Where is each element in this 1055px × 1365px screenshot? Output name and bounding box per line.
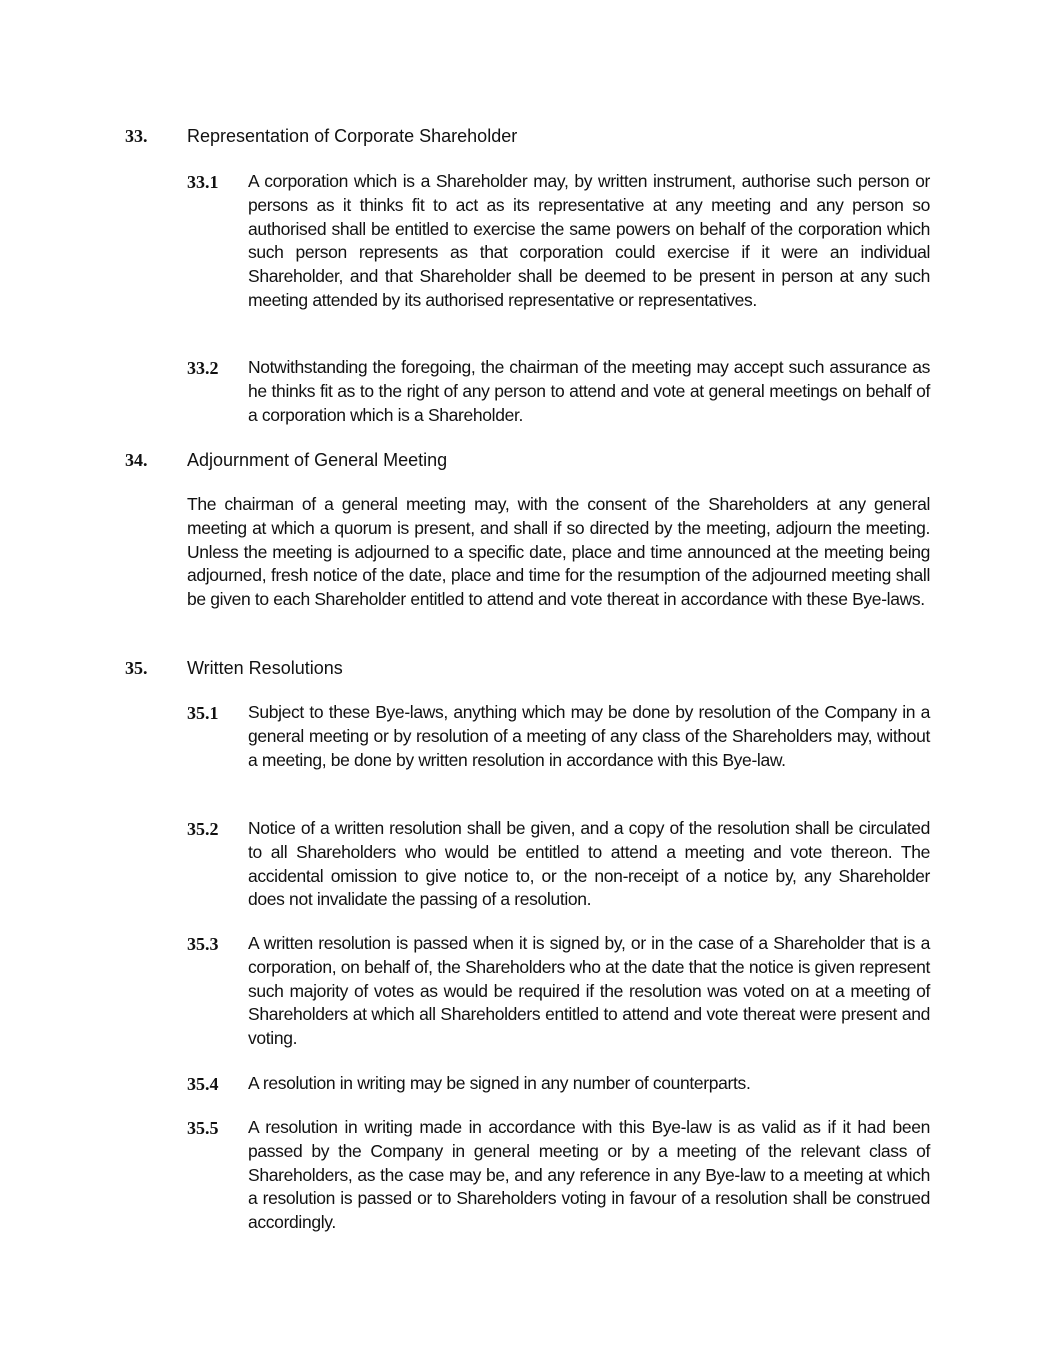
section-33	[0, 124, 1055, 148]
clause-text: Notwithstanding the foregoing, the chairman of the meeting may accept such assurance as he thinks fit as to the right of any person to attend and vote at general meetings on behalf of a corporation which is a Shareholder.	[248, 357, 930, 425]
clause-number: 35.5	[187, 1118, 219, 1138]
clause-number: 35.4	[187, 1074, 219, 1094]
section-heading	[0, 656, 1055, 680]
clause-number: 35.2	[187, 819, 219, 839]
section-number: 34.	[125, 450, 148, 470]
clause-text: Subject to these Bye-laws, anything which may be done by resolution of the Company in a general meeting or by resolution of a meeting of any class of the Shareholders may, without a meeting, be done by written resolution in accordance with this Bye-law.	[248, 702, 930, 770]
clause-text: A written resolution is passed when it is signed by, or in the case of a Shareholder that is a corporation, on behalf of, the Shareholders who at the date that the notice is given represent such majority of votes as would be required if the resolution was voted on at a meeting of Shareholders at which all Shareholders entitled to attend and vote thereat were present and voting.	[248, 933, 930, 1049]
section-34-paragraph: The chairman of a general meeting may, with the consent of the Shareholders at any general meeting at which a quorum is present, and shall if so directed by the meeting, adjourn the meeting. Unless the meeting is adjourned to a specific date, place and time announced at the meeting being adjourned, fresh notice of the date, place and time for the resumption of the adjourned meeting shall be given to each Shareholder entitled to attend and vote thereat in accordance with these Bye-laws.	[187, 494, 930, 610]
clause-text: Notice of a written resolution shall be given, and a copy of the resolution shall be circulated to all Shareholders who would be entitled to attend a meeting and vote thereon. The accidental omission to give notice to, or the non-receipt of a notice by, any Shareholder does not invalidate the passing of a resolution.	[248, 818, 930, 910]
clause-text: A resolution in writing made in accordance with this Bye-law is as valid as if it had been passed by the Company in general meeting or by a meeting of the relevant class of Shareholders, as the case may be, and any reference in any Bye-law to a meeting at which a resolution is passed or to Shareholders voting in favour of a resolution shall be construed accordingly.	[248, 1117, 930, 1233]
section-number: 35.	[125, 658, 148, 678]
section-title: Adjournment of General Meeting	[187, 450, 448, 470]
section-35	[0, 656, 1055, 680]
section-number: 33.	[125, 126, 148, 146]
section-title: Representation of Corporate Shareholder	[187, 126, 518, 146]
clause-number: 35.3	[187, 934, 219, 954]
clause-number: 33.2	[187, 358, 219, 378]
section-heading	[0, 448, 1055, 472]
section-title: Written Resolutions	[187, 658, 343, 678]
clause-text: A corporation which is a Shareholder may, by written instrument, authorise such person or persons as it thinks fit to act as its representative at any meeting and any person so authorised shall be entitled to exercise the same powers on behalf of the corporation which such person represents as that corporation could exercise if it were an individual Shareholder, and that Shareholder shall be deemed to be present in person at any such meeting attended by its authorised representative or representatives.	[248, 171, 930, 310]
section-34	[0, 448, 1055, 472]
clause-number: 33.1	[187, 172, 219, 192]
clause-number: 35.1	[187, 703, 219, 723]
clause-text: A resolution in writing may be signed in any number of counterparts.	[248, 1073, 751, 1093]
section-heading	[0, 124, 1055, 148]
